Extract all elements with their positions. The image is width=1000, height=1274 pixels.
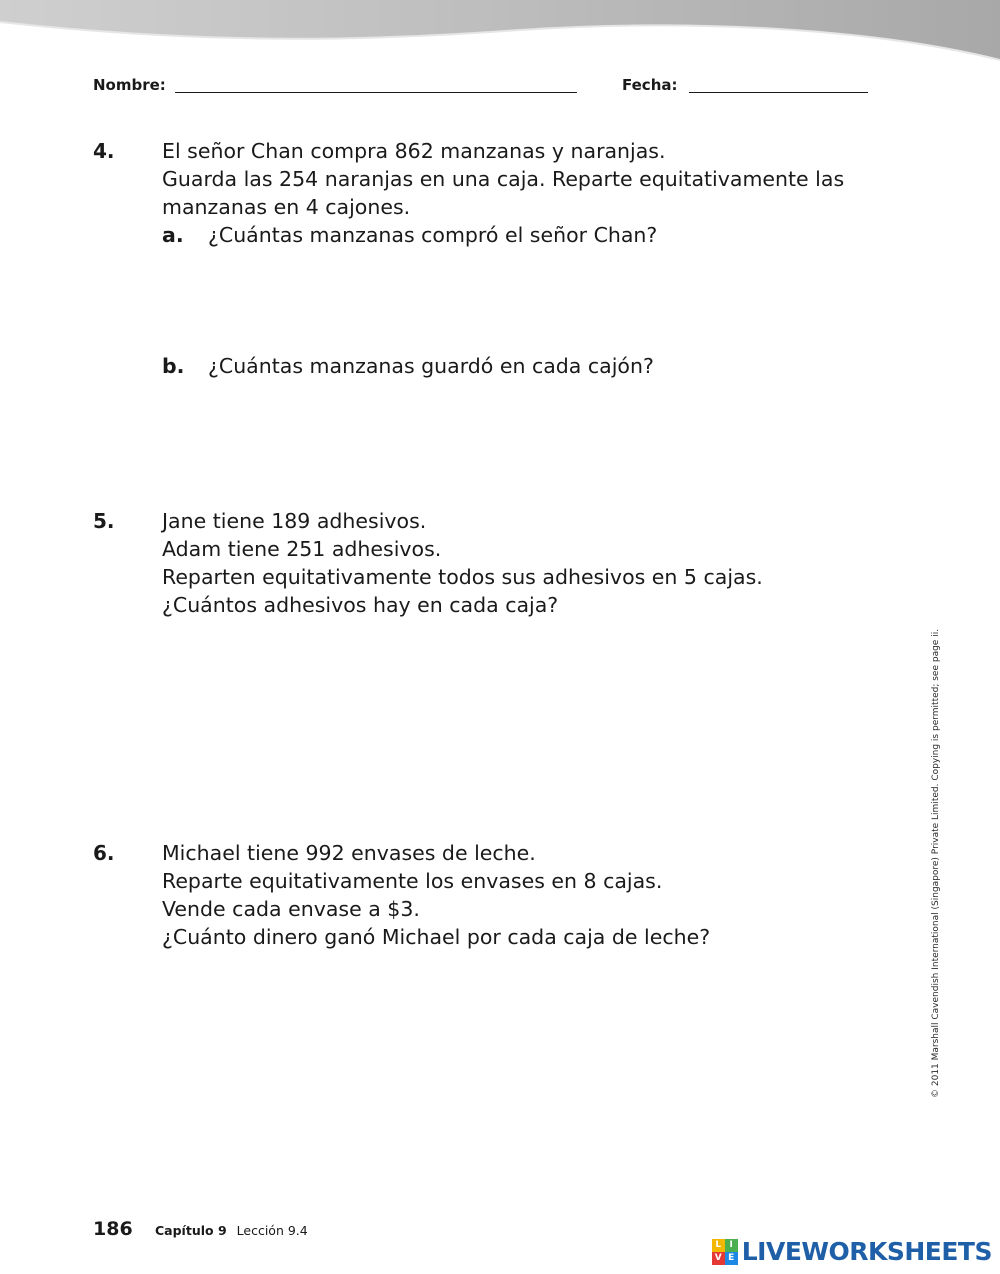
problem-line: Reparte equitativamente los envases en 8 cajas. xyxy=(162,869,663,893)
problem-line: Michael tiene 992 envases de leche. xyxy=(162,841,536,865)
problem-line: Reparten equitativamente todos sus adhesivos en 5 cajas. xyxy=(162,565,763,589)
name-label: Nombre: xyxy=(93,76,166,94)
lesson-label: Lección 9.4 xyxy=(236,1223,308,1238)
brand-name: LIVEWORKSHEETS xyxy=(741,1237,992,1266)
page-footer xyxy=(93,1218,308,1240)
logo-letter: V xyxy=(712,1252,725,1265)
logo-letter: L xyxy=(712,1239,725,1252)
page-number: 186 xyxy=(93,1218,133,1240)
problem-4b xyxy=(162,352,654,380)
liveworksheets-logo-icon xyxy=(712,1239,738,1265)
problem-number: 4. xyxy=(93,139,115,163)
problem-4a xyxy=(162,221,657,249)
problem-number: 6. xyxy=(93,841,115,865)
problem-line: Guarda las 254 naranjas en una caja. Reparte equitativamente las xyxy=(162,167,845,191)
problem-number: 5. xyxy=(93,509,115,533)
problem-line: ¿Cuántos adhesivos hay en cada caja? xyxy=(162,593,559,617)
problem-line: Vende cada envase a $3. xyxy=(162,897,420,921)
name-input-line[interactable] xyxy=(175,92,577,93)
problem-text xyxy=(162,507,763,619)
liveworksheets-brand[interactable] xyxy=(712,1237,992,1266)
problem-line: Jane tiene 189 adhesivos. xyxy=(162,509,427,533)
header-swoosh xyxy=(0,0,1000,70)
problem-line: ¿Cuánto dinero ganó Michael por cada caja de leche? xyxy=(162,925,711,949)
logo-letter: I xyxy=(725,1239,738,1252)
logo-letter: E xyxy=(725,1252,738,1265)
part-text: ¿Cuántas manzanas guardó en cada cajón? xyxy=(208,354,654,378)
part-label: a. xyxy=(162,223,184,247)
problem-line: Adam tiene 251 adhesivos. xyxy=(162,537,442,561)
chapter-label: Capítulo 9 xyxy=(155,1223,227,1238)
date-label: Fecha: xyxy=(622,76,678,94)
copyright-notice: © 2011 Marshall Cavendish International (Singapore) Private Limited. Copying is permitted; see page ii. xyxy=(931,628,941,1098)
part-label: b. xyxy=(162,354,185,378)
date-input-line[interactable] xyxy=(689,92,868,93)
part-text: ¿Cuántas manzanas compró el señor Chan? xyxy=(208,223,658,247)
problem-line: El señor Chan compra 862 manzanas y naranjas. xyxy=(162,139,666,163)
problem-line: manzanas en 4 cajones. xyxy=(162,195,411,219)
problem-text xyxy=(162,137,844,221)
problem-text xyxy=(162,839,710,951)
